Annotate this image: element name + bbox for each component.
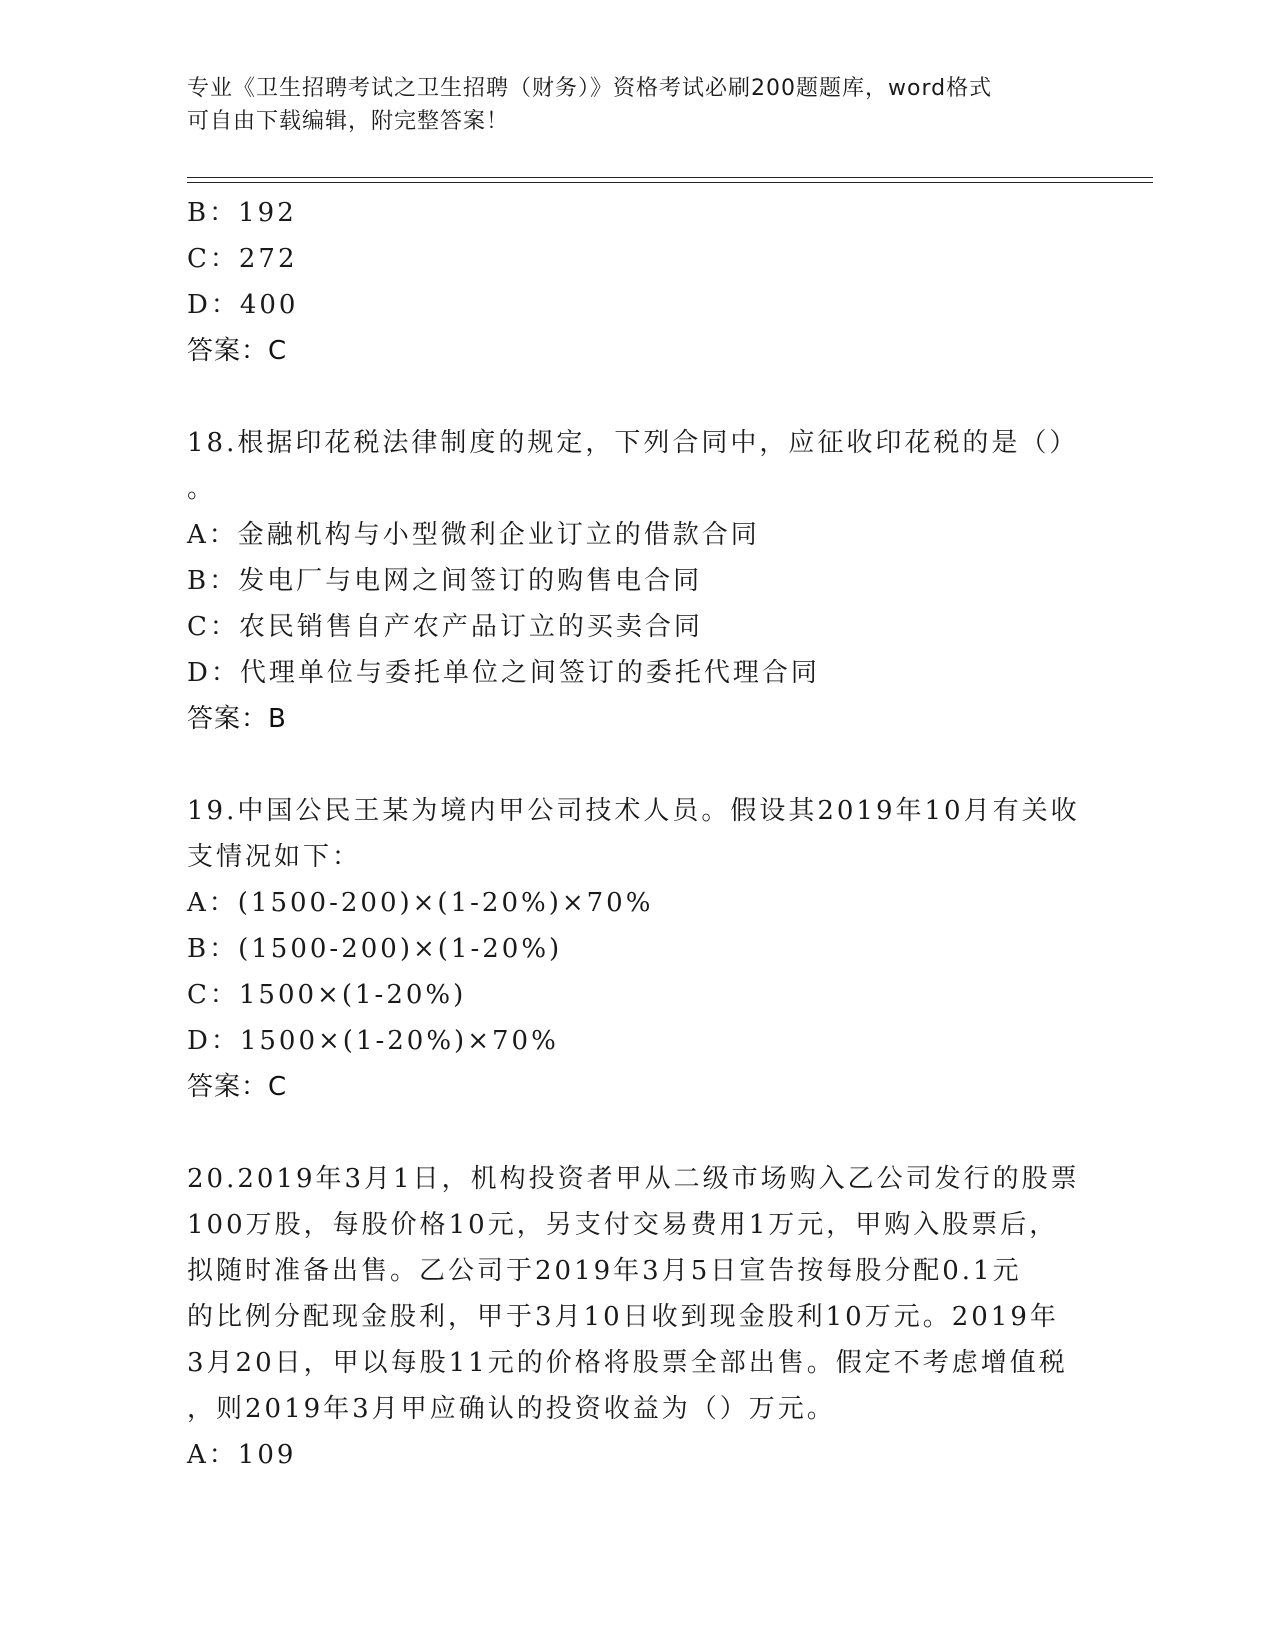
question-17-tail (187, 190, 1087, 374)
option-c: C：农民销售自产农产品订立的买卖合同 (187, 612, 703, 642)
spacer (187, 742, 1087, 788)
option-b: B：发电厂与电网之间签订的购售电合同 (187, 566, 703, 596)
question-20 (187, 1156, 1087, 1478)
answer: 答案：C (187, 1072, 288, 1102)
option-b: B：192 (187, 198, 297, 228)
spacer (187, 374, 1087, 420)
question-stem: 18.根据印花税法律制度的规定，下列合同中，应征收印花税的是（） (187, 428, 1079, 458)
header-line-1: 专业《卫生招聘考试之卫生招聘（财务）》资格考试必刷200题题库，word格式 (187, 76, 993, 101)
question-19 (187, 788, 1087, 1110)
question-stem: ，则2019年3月甲应确认的投资收益为（）万元。 (187, 1394, 836, 1424)
option-b: B：(1500-200)×(1-20%) (187, 934, 563, 964)
header-divider-bottom (187, 182, 1153, 183)
answer: 答案：B (187, 704, 287, 734)
option-a: A：(1500-200)×(1-20%)×70% (187, 888, 654, 918)
spacer (187, 1110, 1087, 1156)
document-header (187, 72, 1067, 138)
question-stem: 支情况如下： (187, 842, 362, 872)
option-d: D：代理单位与委托单位之间签订的委托代理合同 (187, 658, 820, 688)
option-a: A：金融机构与小型微利企业订立的借款合同 (187, 520, 760, 550)
question-stem: 100万股，每股价格10元，另支付交易费用1万元，甲购入股票后， (187, 1210, 1059, 1240)
header-line-2: 可自由下载编辑，附完整答案！ (187, 109, 510, 134)
option-c: C：272 (187, 244, 298, 274)
question-stem: 19.中国公民王某为境内甲公司技术人员。假设其2019年10月有关收 (187, 796, 1080, 826)
document-body (187, 190, 1087, 1478)
question-stem: 。 (187, 474, 217, 504)
question-18 (187, 420, 1087, 742)
question-stem: 拟随时准备出售。乙公司于2019年3月5日宣告按每股分配0.1元 (187, 1256, 1022, 1286)
question-stem: 的比例分配现金股利，甲于3月10日收到现金股利10万元。2019年 (187, 1302, 1059, 1332)
option-c: C：1500×(1-20%) (187, 980, 467, 1010)
option-a: A：109 (187, 1440, 297, 1470)
question-stem: 20.2019年3月1日，机构投资者甲从二级市场购入乙公司发行的股票 (187, 1164, 1080, 1194)
answer: 答案：C (187, 336, 288, 366)
option-d: D：1500×(1-20%)×70% (187, 1026, 559, 1056)
option-d: D：400 (187, 290, 299, 320)
question-stem: 3月20日，甲以每股11元的价格将股票全部出售。假定不考虑增值税 (187, 1348, 1068, 1378)
header-divider-top (187, 177, 1153, 178)
